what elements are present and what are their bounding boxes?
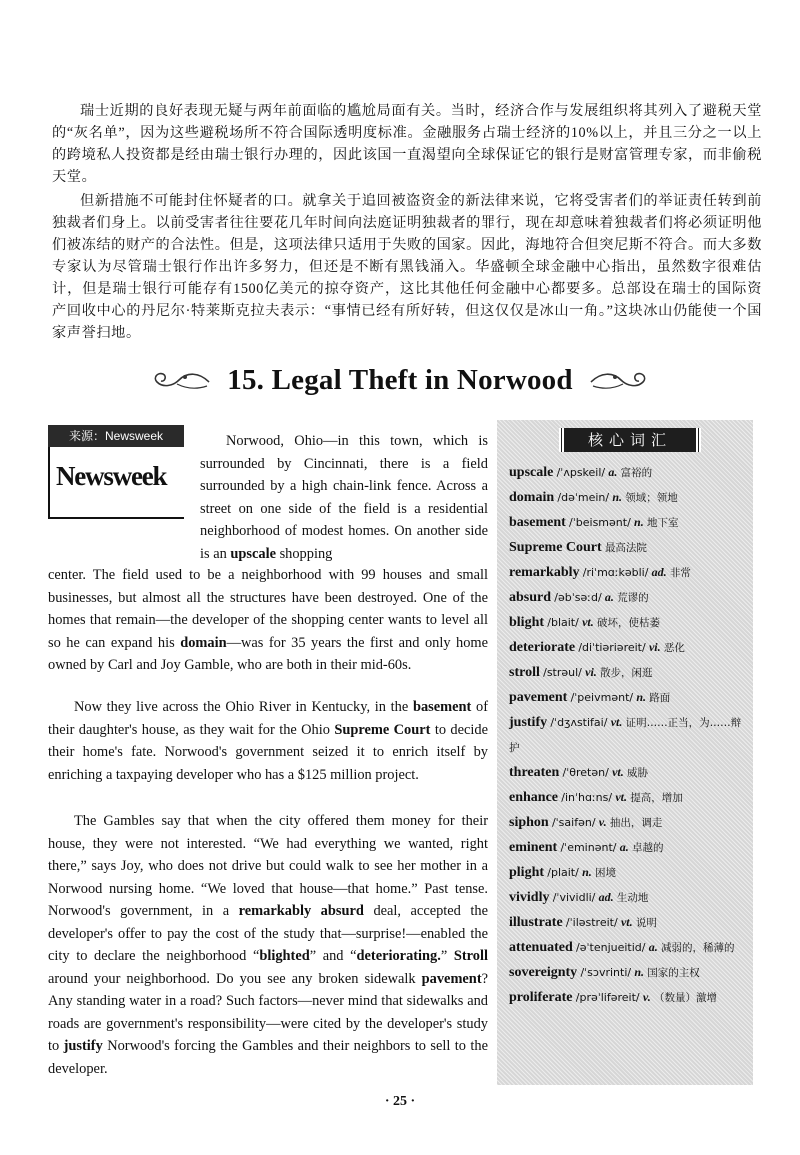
- vocab-highlight: deteriorating.: [356, 948, 441, 965]
- vocab-phonetic: /inˈhɑːns/: [561, 791, 613, 804]
- vocab-highlight: pavement: [421, 970, 482, 987]
- vocab-phonetic: /ˈbeismənt/: [569, 516, 631, 529]
- article-text: shopping: [275, 545, 333, 562]
- vocab-word: deteriorate: [509, 640, 576, 655]
- vocab-item: [509, 885, 745, 910]
- vocabulary-panel: [497, 420, 753, 1085]
- vocab-item: [509, 710, 745, 760]
- vocab-item: [509, 535, 745, 560]
- source-logo-frame: [48, 447, 184, 519]
- vocab-word: siphon: [509, 815, 549, 830]
- vocab-phonetic: /əˈtenjueitid/: [576, 941, 646, 954]
- vocabulary-list: [509, 460, 745, 1010]
- vocab-item: [509, 460, 745, 485]
- vocab-part-of-speech: v.: [642, 990, 651, 1004]
- vocab-definition: 非常: [669, 567, 691, 579]
- vocab-item: [509, 810, 745, 835]
- article-text: to decide their home's fate. Norwood's government seized it to enrich itself by enriching a taxpaying developer who has a $125 million project.: [48, 721, 488, 783]
- vocab-item: [509, 610, 745, 635]
- vocab-item: [509, 585, 745, 610]
- article-text: Norwood, Ohio—in this town, which is surrounded by Cincinnati, there is a field surrounded by a high chain-link fence. Across a street on one side of the field is a residential neighborhood of modest homes. On another side is an: [200, 433, 488, 562]
- article-text: of their daughter's house, as they wait for the Ohio: [48, 699, 488, 738]
- vocab-item: [509, 510, 745, 535]
- vocab-word: blight: [509, 615, 545, 630]
- vocab-word: attenuated: [509, 940, 573, 955]
- vocab-word: vividly: [509, 890, 550, 905]
- chinese-paragraph: 但新措施不可能封住怀疑者的口。就拿关于追回被盗资金的新法律来说，它将受害者们的举证责任转到前独裁者们身上。以前受害者往往要花几年时间向法庭证明独裁者的罪行，现在却意味着独裁者们将必须证明他们被冻结的财产的合法性。但是，这项法律只适用于失败的国家。因此，海地符合但突尼斯不符合。而大多数专家认为尽管瑞士银行作出许多努力，但还是不断有黑钱涌入。华盛顿全球金融中心指出，虽然数字很难估计，但是瑞士银行可能存有1500亿美元的掠夺资产，这比其他任何金融中心都要多。总部设在瑞士的国际资产回收中心的丹尼尔·特莱斯克拉夫表示：“事情已经有所好转，但这仅仅是冰山一角。”这块冰山仍能使一个国家声誉扫地。: [52, 193, 762, 342]
- article-paragraph-1-top: [200, 430, 488, 565]
- vocab-phonetic: /plait/: [547, 866, 579, 879]
- vocab-definition: 抽出，调走: [609, 817, 663, 829]
- article-title: 15. Legal Theft in Norwood: [227, 363, 573, 396]
- vocab-definition: 地下室: [646, 517, 679, 529]
- source-label: 来源：Newsweek: [48, 425, 184, 447]
- article-paragraph-1-bottom: [48, 564, 488, 677]
- vocab-item: [509, 660, 745, 685]
- vocab-word: pavement: [509, 690, 568, 705]
- vocab-word: stroll: [509, 665, 540, 680]
- vocab-highlight: basement: [412, 699, 472, 716]
- newsweek-logo: Newsweek: [56, 461, 167, 491]
- vocab-definition: 困境: [595, 867, 617, 879]
- vocab-item: [509, 935, 745, 960]
- vocab-phonetic: /ˈeminənt/: [560, 841, 617, 854]
- vocab-definition: 生动地: [616, 892, 649, 904]
- vocab-definition: 国家的主权: [647, 967, 700, 979]
- article-text: Now they live across the Ohio River in Kentucky, in the: [74, 699, 413, 716]
- vocab-item: [509, 560, 745, 585]
- vocab-phonetic: /ˈdʒʌstifai/: [550, 716, 608, 729]
- article-paragraph-3: [48, 810, 488, 1080]
- vocab-part-of-speech: a.: [648, 940, 658, 954]
- vocab-item: [509, 910, 745, 935]
- vocab-definition: 提高，增加: [630, 792, 683, 804]
- vocab-phonetic: /ˈvividli/: [552, 891, 596, 904]
- vocab-item: [509, 785, 745, 810]
- vocab-phonetic: /diˈtiəriəreit/: [578, 641, 646, 654]
- vocab-part-of-speech: vt.: [582, 615, 594, 629]
- vocab-word: illustrate: [509, 915, 563, 930]
- vocab-item: [509, 635, 745, 660]
- vocab-item: [509, 685, 745, 710]
- vocab-word: remarkably: [509, 565, 580, 580]
- vocab-definition: 荒谬的: [617, 592, 649, 604]
- vocab-word: plight: [509, 865, 545, 880]
- article-text: deal, accepted the developer's offer to pay the cost of the study that—surprise!—enabled the city to declare the neighborhood “: [48, 903, 489, 965]
- vocab-highlight: domain: [180, 634, 227, 651]
- vocab-part-of-speech: n.: [634, 965, 645, 979]
- vocab-part-of-speech: n.: [612, 490, 623, 504]
- vocab-highlight: blighted: [259, 948, 310, 965]
- vocab-phonetic: /ˈsaifən/: [551, 816, 596, 829]
- vocab-definition: 说明: [635, 917, 657, 929]
- vocab-item: [509, 860, 745, 885]
- vocab-definition: 路面: [649, 692, 671, 704]
- vocab-phonetic: /ˈθretən/: [562, 766, 609, 779]
- vocab-item: [509, 760, 745, 785]
- article-text: center. The field used to be a neighborhood with 99 houses and small businesses, but almost all the structures have been destroyed. One of the homes that remain—the developer of the shopping center wants to level all so he can expand his: [48, 567, 488, 651]
- vocab-word: absurd: [509, 590, 552, 605]
- vocab-definition: （数量）激增: [654, 992, 718, 1004]
- vocab-word: eminent: [509, 840, 558, 855]
- article-text: ? Any standing water in a road? Such factors—never mind that sidewalks and roads are government's responsibility—were cited by the developer's study to: [48, 970, 488, 1055]
- vocab-part-of-speech: vt.: [612, 765, 624, 779]
- vocab-definition: 最高法院: [604, 542, 647, 554]
- vocab-definition: 减弱的，稀薄的: [661, 942, 735, 954]
- article-text: The Gambles say that when the city offered them money for their house, they were not interested. “We had everything we wanted, right there,” says Joy, who does not drive but could walk to see her mother in a Norwood nursing home. “We loved that house—that home.” Past tense. Norwood's government, in a: [48, 813, 488, 920]
- vocab-phonetic: /ˈʌpskeil/: [556, 466, 606, 479]
- vocab-phonetic: /riˈmɑːkəbli/: [582, 566, 649, 579]
- article-text: Norwood's forcing the Gambles and their neighbors to sell to the developer.: [48, 1038, 488, 1077]
- vocab-phonetic: /ˈsɔvrinti/: [580, 966, 632, 979]
- vocab-highlight: upscale: [230, 545, 276, 562]
- vocab-word: domain: [509, 490, 555, 505]
- article-text: —was for 35 years the first and only home owned by Carl and Joy Gamble, who are both in their mid-60s.: [48, 634, 488, 674]
- vocab-phonetic: /prəˈlifəreit/: [575, 991, 640, 1004]
- vocab-definition: 证明……正当，为……辩护: [509, 717, 742, 754]
- vocab-definition: 破坏，使枯萎: [597, 617, 660, 629]
- vocab-item: [509, 960, 745, 985]
- vocab-part-of-speech: vi.: [585, 665, 597, 679]
- vocab-definition: 恶化: [663, 642, 685, 654]
- vocab-phonetic: /əbˈsəːd/: [554, 591, 602, 604]
- source-box: [48, 425, 184, 519]
- vocab-definition: 领域；领地: [625, 492, 678, 504]
- vocab-phonetic: /strəul/: [543, 666, 582, 679]
- vocab-item: [509, 985, 745, 1010]
- vocab-part-of-speech: a.: [619, 840, 629, 854]
- vocab-item: [509, 485, 745, 510]
- vocab-phonetic: /ˈpeivmənt/: [570, 691, 634, 704]
- vocab-highlight: Stroll: [453, 948, 488, 965]
- article-text: ”: [440, 948, 454, 965]
- article-text: around your neighborhood. Do you see any broken sidewalk: [48, 970, 422, 987]
- vocab-definition: 威胁: [627, 767, 648, 779]
- vocab-part-of-speech: ad.: [651, 565, 667, 579]
- vocabulary-header: 核心词汇: [559, 428, 701, 452]
- vocab-phonetic: /ˈiləstreit/: [565, 916, 618, 929]
- vocab-phonetic: /dəˈmein/: [557, 491, 610, 504]
- vocab-part-of-speech: n.: [636, 690, 647, 704]
- vocab-word: Supreme Court: [509, 540, 602, 555]
- vocab-part-of-speech: a.: [608, 465, 618, 479]
- vocab-part-of-speech: v.: [598, 815, 607, 829]
- vocab-word: sovereignty: [509, 965, 578, 980]
- article-title-row: [0, 358, 800, 402]
- vocab-highlight: justify: [63, 1038, 103, 1055]
- vocab-highlight: Supreme Court: [334, 721, 431, 738]
- chinese-paragraph: 瑞士近期的良好表现无疑与两年前面临的尴尬局面有关。当时，经济合作与发展组织将其列入了避税天堂的“灰名单”，因为这些避税场所不符合国际透明度标准。金融服务占瑞士经济的10%以上，并且三分之一以上的跨境私人投资都是经由瑞士银行办理的，因此该国一直渴望向全球保证它的银行是财富管理专家，而非偷税天堂。: [52, 103, 762, 186]
- vocab-word: basement: [509, 515, 566, 530]
- right-flourish-icon: [589, 366, 651, 394]
- vocab-definition: 卓越的: [631, 842, 664, 854]
- vocab-part-of-speech: vt.: [620, 915, 633, 929]
- vocab-word: justify: [509, 715, 548, 730]
- vocab-part-of-speech: vt.: [615, 790, 627, 804]
- vocab-highlight: remarkably absurd: [238, 903, 364, 920]
- vocab-part-of-speech: a.: [604, 590, 614, 604]
- vocab-part-of-speech: vt.: [610, 715, 623, 729]
- article-paragraph-2: [48, 696, 488, 786]
- vocab-part-of-speech: n.: [634, 515, 644, 529]
- vocab-part-of-speech: n.: [582, 865, 592, 879]
- page-number: · 25 ·: [384, 1094, 416, 1109]
- vocab-definition: 散步，闲逛: [600, 667, 653, 679]
- vocab-word: threaten: [509, 765, 560, 780]
- vocab-word: upscale: [509, 465, 554, 480]
- vocab-definition: 富裕的: [620, 467, 653, 479]
- vocab-item: [509, 835, 745, 860]
- article-text: ” and “: [309, 948, 357, 965]
- vocab-phonetic: /blait/: [547, 616, 579, 629]
- vocab-word: proliferate: [509, 990, 573, 1005]
- left-flourish-icon: [149, 366, 211, 394]
- vocab-part-of-speech: vi.: [648, 640, 661, 654]
- vocab-word: enhance: [509, 790, 558, 805]
- vocab-part-of-speech: ad.: [598, 890, 614, 904]
